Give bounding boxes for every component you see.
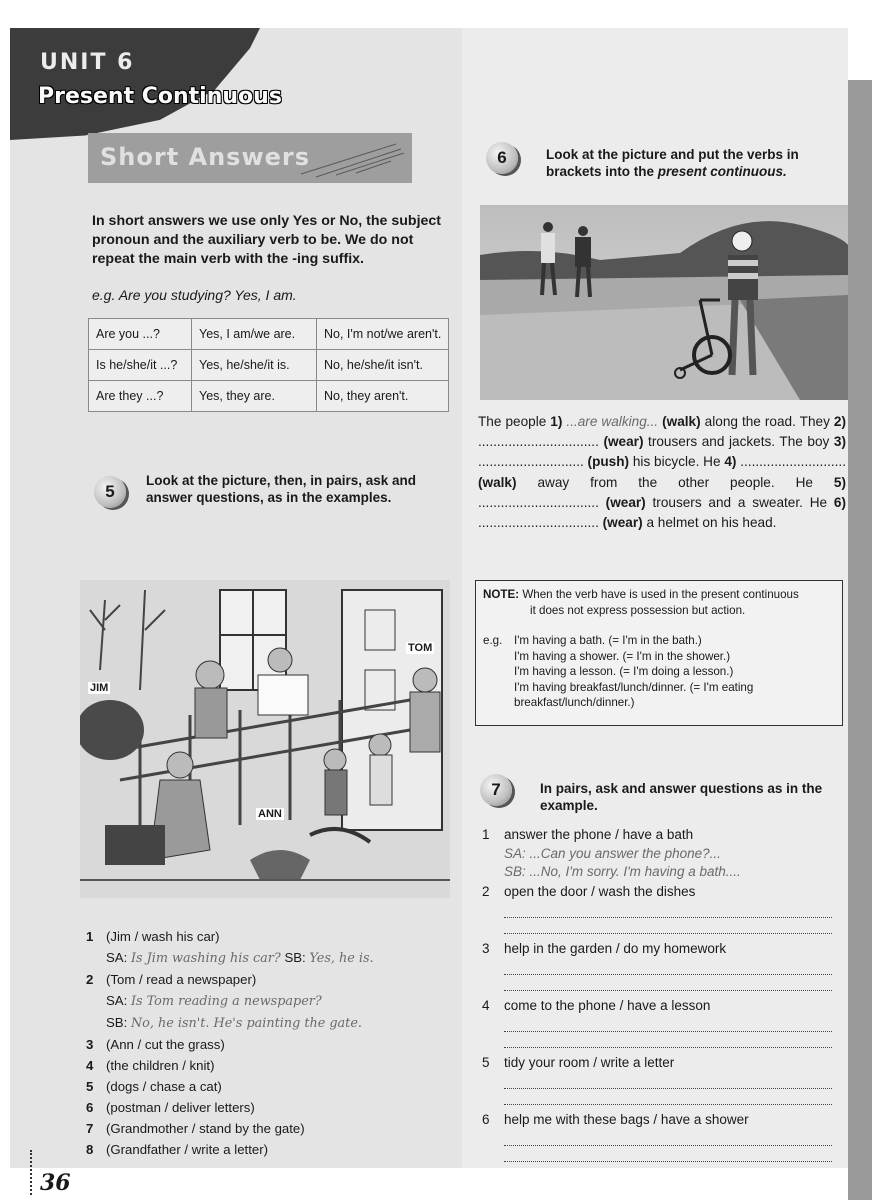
- table-cell: No, they aren't.: [317, 381, 449, 412]
- item-number: 3: [482, 941, 490, 956]
- answer-line[interactable]: [504, 1089, 832, 1105]
- item-number: 2: [86, 972, 94, 987]
- table-cell: No, I'm not/we aren't.: [317, 319, 449, 350]
- item-number: 6: [482, 1112, 490, 1127]
- item-prompt: come to the phone / have a lesson: [504, 998, 711, 1013]
- list-item: [86, 926, 374, 947]
- list-item: [480, 1054, 832, 1111]
- road-photo-illustration: [480, 205, 848, 400]
- table-row: [89, 350, 449, 381]
- item-prompt: (Grandfather / write a letter): [106, 1142, 268, 1157]
- item-prompt: (Ann / cut the grass): [106, 1037, 225, 1052]
- table-row: [89, 319, 449, 350]
- table-cell: No, he/she/it isn't.: [317, 350, 449, 381]
- para-text: along the road. They: [700, 414, 834, 429]
- note-label: NOTE:: [483, 588, 520, 601]
- note-line-2: it does not express possession but action.: [530, 604, 746, 617]
- sa-label: SA:: [106, 950, 128, 965]
- item-prompt: answer the phone / have a bath: [504, 827, 694, 842]
- short-answers-rule: In short answers we use only Yes or No, the subject pronoun and the auxiliary verb to be. We do not repeat the main verb with the -ing suffix.: [92, 213, 442, 267]
- gap-number: 2): [833, 414, 846, 429]
- exercise-5-badge: 5: [94, 476, 126, 508]
- item-number: 7: [86, 1121, 94, 1136]
- sb-answer: SB: ...No, I'm sorry. I'm having a bath....: [504, 864, 741, 879]
- item-number: 1: [482, 827, 490, 842]
- answer-line[interactable]: [504, 975, 832, 991]
- list-item: [86, 1139, 374, 1160]
- table-cell: Yes, he/she/it is.: [192, 350, 317, 381]
- answer-gap[interactable]: ............................: [736, 454, 846, 470]
- list-item: [86, 1118, 374, 1139]
- sa-answer: Is Jim washing his car?: [130, 951, 281, 966]
- list-item: [86, 1034, 374, 1055]
- list-item: [86, 990, 374, 1012]
- sa-answer: Is Tom reading a newspaper?: [130, 994, 322, 1009]
- short-answers-title: Short Answers: [100, 143, 311, 171]
- item-prompt: (Grandmother / stand by the gate): [106, 1121, 305, 1136]
- list-item: [480, 826, 832, 883]
- verb-hint: (wear): [605, 494, 646, 510]
- exercise-5-picture: [80, 580, 450, 898]
- label-jim: JIM: [90, 682, 109, 694]
- sb-answer: No, he isn't. He's painting the gate.: [130, 1016, 362, 1031]
- answer-line[interactable]: [504, 1073, 832, 1089]
- answer-line[interactable]: [504, 902, 832, 918]
- exercise-5-list: [86, 926, 374, 1160]
- item-number: 6: [86, 1100, 94, 1115]
- table-cell: Are they ...?: [89, 381, 192, 412]
- instruction-text: Look at the picture and put the verbs in brackets into the: [546, 147, 799, 179]
- answer-line[interactable]: [504, 1130, 832, 1146]
- note-example: I'm having a lesson. (= I'm doing a lesson.): [514, 665, 734, 678]
- exercise-6-badge: 6: [486, 142, 518, 174]
- gap-number: 1): [550, 414, 563, 429]
- note-examples: [514, 633, 836, 711]
- para-text: his bicycle. He: [629, 454, 725, 470]
- short-answers-example: e.g. Are you studying? Yes, I am.: [92, 287, 297, 303]
- exercise-6-picture: [480, 205, 848, 400]
- answer-line[interactable]: [504, 1032, 832, 1048]
- item-number: 2: [482, 884, 490, 899]
- note-example: I'm having a bath. (= I'm in the bath.): [514, 634, 702, 647]
- list-item: [86, 1097, 374, 1118]
- answer-line[interactable]: [504, 918, 832, 934]
- note-text: When the verb have is used in the present continuous: [522, 588, 799, 601]
- list-item: [86, 1055, 374, 1076]
- short-answers-table: [88, 318, 449, 412]
- table-row: [89, 381, 449, 412]
- note-example: I'm having a shower. (= I'm in the shower.): [514, 649, 731, 663]
- exercise-7-badge: 7: [480, 774, 512, 806]
- unit-title: Present Continuous: [38, 84, 282, 109]
- label-tom: TOM: [408, 642, 433, 654]
- list-item: [480, 997, 832, 1054]
- answer-gap[interactable]: ................................: [478, 494, 606, 510]
- exercise-5-instruction: Look at the picture, then, in pairs, ask and answer questions, as in the examples.: [146, 473, 417, 505]
- gap-number: 6): [833, 494, 846, 510]
- gap-number: 4): [724, 454, 737, 470]
- item-prompt: (Tom / read a newspaper): [106, 972, 257, 987]
- note-box: [475, 580, 843, 726]
- answer-line[interactable]: [504, 959, 832, 975]
- table-cell: Yes, I am/we are.: [192, 319, 317, 350]
- para-text: away from the other people. He: [516, 474, 834, 490]
- item-number: 5: [482, 1055, 490, 1070]
- sb-label: SB:: [106, 1015, 128, 1030]
- answer-gap[interactable]: ................................: [478, 515, 603, 531]
- list-item: [86, 969, 374, 990]
- item-prompt: (Jim / wash his car): [106, 929, 220, 944]
- gap-number: 3): [833, 434, 846, 450]
- item-prompt: (the children / knit): [106, 1058, 215, 1073]
- verb-hint: (wear): [602, 515, 643, 531]
- page-edge-shadow: [848, 80, 872, 1200]
- sa-label: SA:: [106, 993, 128, 1008]
- verb-hint: (wear): [603, 434, 644, 450]
- para-text: The people: [478, 414, 551, 429]
- note-line-1: [483, 587, 799, 603]
- exercise-6-instruction: [546, 146, 844, 180]
- item-prompt: help in the garden / do my homework: [504, 941, 727, 956]
- sb-answer: Yes, he is.: [309, 951, 374, 966]
- verb-hint: (push): [587, 454, 630, 470]
- example-answer: ...are walking...: [566, 414, 659, 429]
- item-number: 1: [86, 929, 94, 944]
- exercise-7-instruction: In pairs, ask and answer questions as in the example.: [540, 781, 823, 813]
- short-answers-heading: [88, 133, 412, 183]
- exercise-6-paragraph: [478, 412, 846, 533]
- para-text: trousers and jackets. The boy: [643, 434, 834, 450]
- unit-label: UNIT 6: [40, 50, 135, 75]
- note-example: I'm having breakfast/lunch/dinner. (= I'm eating breakfast/lunch/dinner.): [514, 680, 754, 709]
- sb-label: SB:: [284, 950, 306, 965]
- item-number: 8: [86, 1142, 94, 1157]
- gap-number: 5): [833, 474, 846, 490]
- list-item: [86, 1076, 374, 1097]
- list-item: [86, 947, 374, 969]
- answer-line[interactable]: [504, 1016, 832, 1032]
- table-cell: Is he/she/it ...?: [89, 350, 192, 381]
- item-number: 4: [482, 998, 490, 1013]
- list-item: [480, 1111, 832, 1168]
- margin-dots: [30, 1150, 36, 1195]
- item-prompt: help me with these bags / have a shower: [504, 1112, 749, 1127]
- note-eg: e.g.: [483, 634, 503, 647]
- item-number: 4: [86, 1058, 94, 1073]
- item-prompt: open the door / wash the dishes: [504, 884, 696, 899]
- house-scene-illustration: [80, 580, 450, 898]
- item-number: 5: [86, 1079, 94, 1094]
- para-text: trousers and a sweater. He: [645, 494, 834, 510]
- list-item: [480, 940, 832, 997]
- answer-gap[interactable]: ............................: [478, 454, 588, 470]
- para-text: a helmet on his head.: [642, 515, 777, 531]
- verb-hint: (walk): [478, 474, 517, 490]
- sa-answer: SA: ...Can you answer the phone?...: [504, 845, 721, 861]
- label-ann: ANN: [258, 808, 282, 820]
- table-cell: Are you ...?: [89, 319, 192, 350]
- table-cell: Yes, they are.: [192, 381, 317, 412]
- verb-hint: (walk): [662, 414, 701, 429]
- page-number: 36: [40, 1170, 71, 1196]
- exercise-7-list: [480, 826, 832, 1168]
- list-item: [480, 883, 832, 940]
- sketch-lines-icon: [296, 139, 406, 179]
- list-item: [86, 1012, 374, 1034]
- item-prompt: (dogs / chase a cat): [106, 1079, 222, 1094]
- item-prompt: (postman / deliver letters): [106, 1100, 255, 1115]
- answer-gap[interactable]: ................................: [478, 434, 604, 450]
- instruction-tense: present continuous.: [657, 164, 787, 179]
- item-number: 3: [86, 1037, 94, 1052]
- item-prompt: tidy your room / write a letter: [504, 1055, 675, 1070]
- answer-line[interactable]: [504, 1146, 832, 1162]
